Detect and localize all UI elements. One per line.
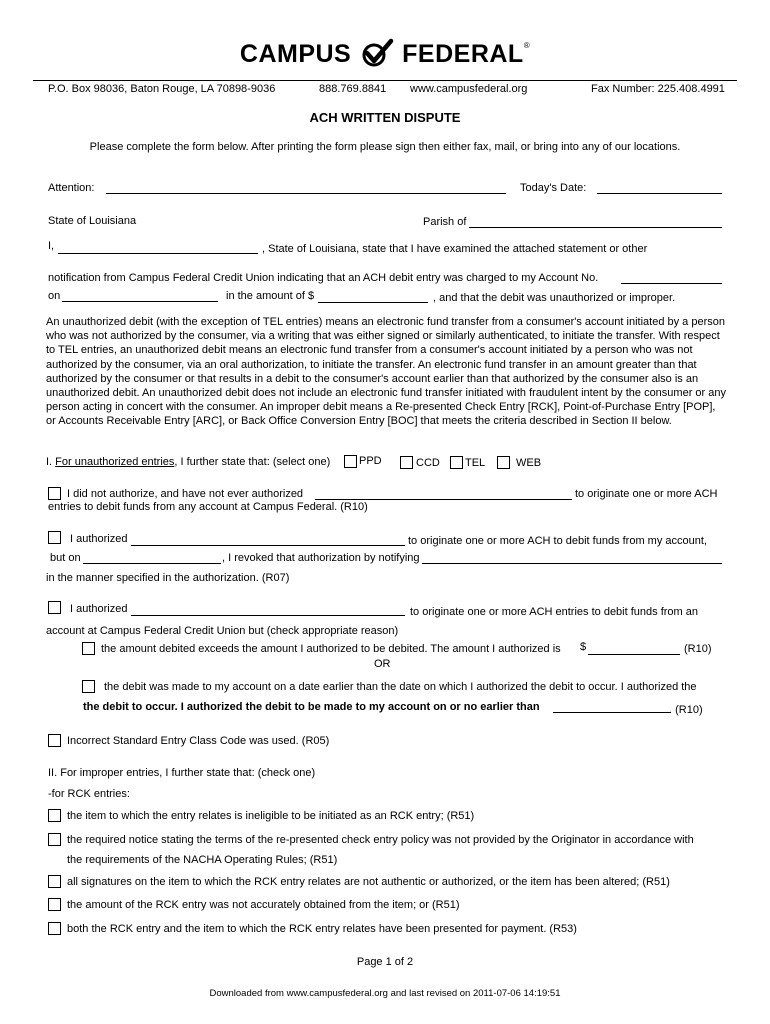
revoked-notified-field[interactable]: [422, 553, 722, 564]
section1-prefix: I.: [46, 456, 56, 468]
download-note: Downloaded from www.campusfederal.org and last revised on 2011-07-06 14:19:51: [209, 988, 561, 999]
authorized-text-b: to originate one or more ACH entries to debit funds from an: [410, 606, 698, 618]
address-text: P.O. Box 98036, Baton Rouge, LA 70898-9036: [48, 83, 276, 95]
fax-text: Fax Number: 225.408.4991: [591, 83, 725, 95]
section2-sub: -for RCK entries:: [48, 788, 130, 800]
revoked-text-d: , I revoked that authorization by notifying: [222, 552, 420, 564]
rck-item-1: the item to which the entry relates is ineligible to be initiated as an RCK entry; (R51): [67, 810, 475, 822]
rck-item-3: all signatures on the item to which the RCK entry relates are not authentic or authorized, or the item has been altered; (R51): [67, 876, 670, 888]
rck-item-4: the amount of the RCK entry was not accurately obtained from the item; or (R51): [67, 899, 460, 911]
checkmark-logo-icon: [359, 38, 395, 68]
not-authorize-text-a: I did not authorize, and have not ever authorized: [67, 488, 304, 500]
registered-mark: ®: [523, 41, 531, 50]
earlier-text-c: . (R10): [669, 704, 703, 716]
campus-federal-logo: [0, 38, 770, 69]
revoked-date-field[interactable]: [83, 553, 221, 564]
earlier-text-b: the debit to occur. I authorized the debit to be made to my account on or no earlier than: [83, 701, 540, 713]
tel-checkbox[interactable]: [450, 456, 463, 469]
todays-date-field[interactable]: [597, 183, 722, 194]
attention-field[interactable]: [106, 183, 506, 194]
earlier-date-field[interactable]: [553, 702, 670, 713]
on-date-field[interactable]: [62, 291, 218, 302]
i-prefix-label: I,: [48, 240, 55, 252]
exceeds-text-a: the amount debited exceeds the amount I authorized to be debited. The amount I authorized is: [101, 643, 561, 655]
amount-field[interactable]: [318, 292, 428, 303]
web-label: WEB: [516, 457, 542, 469]
revoked-text-c: but on: [50, 552, 81, 564]
logo-left-text: CAMPUS: [239, 40, 352, 68]
rck-ineligible-checkbox[interactable]: [48, 809, 61, 822]
ppd-checkbox[interactable]: [344, 455, 357, 468]
parish-label: Parish of: [423, 216, 467, 228]
rck-notice-checkbox[interactable]: [48, 833, 61, 846]
tel-label: TEL: [465, 457, 486, 469]
state-label: State of Louisiana: [48, 215, 137, 227]
exceeds-checkbox[interactable]: [82, 642, 95, 655]
earlier-checkbox[interactable]: [82, 680, 95, 693]
not-authorize-text-b: to originate one or more ACH: [575, 488, 718, 500]
instructions-text: Please complete the form below. After printing the form please sign then either fax, mail, or bring into any of our locations.: [89, 141, 681, 153]
rck-amount-checkbox[interactable]: [48, 898, 61, 911]
revoked-text-b: to originate one or more ACH to debit funds from my account,: [408, 535, 707, 547]
not-authorized-checkbox[interactable]: [48, 487, 61, 500]
section1-heading: [46, 456, 330, 468]
form-title: ACH WRITTEN DISPUTE: [309, 110, 461, 125]
on-label: on: [48, 290, 61, 302]
rck-item-5: both the RCK entry and the item to which the RCK entry relates have been presented for payment. (R53): [67, 923, 577, 935]
incorrect-sec-text: Incorrect Standard Entry Class Code was used. (R05): [67, 735, 330, 747]
amount-label: in the amount of $: [226, 290, 315, 302]
not-authorize-text-c: entries to debit funds from any account at Campus Federal. (R10): [48, 501, 368, 513]
revoked-text-e: in the manner specified in the authorization. (R07): [46, 572, 290, 584]
rck-both-presented-checkbox[interactable]: [48, 922, 61, 935]
exceeds-text-c: (R10): [684, 643, 712, 655]
rck-item-2-cont: the requirements of the NACHA Operating Rules; (R51): [67, 854, 338, 866]
section1-link: For unauthorized entries: [55, 456, 175, 468]
ccd-label: CCD: [416, 457, 440, 469]
or-text: OR: [374, 658, 391, 670]
page-number: Page 1 of 2: [356, 956, 414, 968]
website-text: www.campusfederal.org: [410, 83, 528, 95]
phone-text: 888.769.8841: [319, 83, 387, 95]
incorrect-sec-checkbox[interactable]: [48, 734, 61, 747]
parish-field[interactable]: [469, 217, 722, 228]
revoked-text-a: I authorized: [70, 533, 128, 545]
logo-right-text: FEDERAL: [402, 40, 524, 68]
rck-item-2: the required notice stating the terms of the re-presented check entry policy was not provided by the Originator in accordance with: [67, 834, 694, 846]
earlier-text-a: the debit was made to my account on a date earlier than the date on which I authorized the debit to occur. I authorized the: [104, 681, 697, 693]
attention-label: Attention:: [48, 182, 95, 194]
i-suffix-text: , State of Louisiana, state that I have examined the attached statement or other: [262, 243, 648, 255]
rck-signatures-checkbox[interactable]: [48, 875, 61, 888]
account-no-field[interactable]: [621, 273, 722, 284]
authorized-but-checkbox[interactable]: [48, 601, 61, 614]
authorized-originator-field[interactable]: [131, 605, 405, 616]
section2-heading: II. For improper entries, I further state that: (check one): [48, 767, 316, 779]
authorized-text-c: account at Campus Federal Credit Union but (check appropriate reason): [46, 625, 399, 637]
exceeds-dollar: $: [580, 641, 587, 653]
authorized-text-a: I authorized: [70, 603, 128, 615]
definition-paragraph: An unauthorized debit (with the exception of TEL entries) means an electronic fund transfer from a consumer's account initiated by a person who was not authorized by the consumer, via a writing that was either signed or similarly authenticated, to initiate the transfer. With respect to TEL entries, an unauthorized debit means an electronic fund transfer from a consumer's account initiated by a person who was not authorized by the consumer, via an oral authorization, to initiate the transfer. An electronic fund transfer in an amount greater than that authorized by the consumer or that results in a debit to the consumer's account earlier than that authorized by the consumer also is an unauthorized debit. An unauthorized debit does not include an electronic fund transfer initiated with fraudulent intent by the consumer or any person acting in concert with the consumer. An improper debit means a Re-presented Check Entry [RCK], Point-of-Purchase Entry [POP], or Accounts Receivable Entry [ARC], or Back Office Conversion Entry [BOC] that meets the criteria described in Section II below.: [46, 316, 726, 428]
exceeds-amount-field[interactable]: [588, 644, 680, 655]
ppd-label: PPD: [359, 455, 382, 467]
revoked-originator-field[interactable]: [131, 535, 405, 546]
notification-text: notification from Campus Federal Credit Union indicating that an ACH debit entry was charged to my Account No.: [48, 272, 599, 284]
ccd-checkbox[interactable]: [400, 456, 413, 469]
section1-rest: , I further state that: (select one): [174, 456, 331, 468]
todays-date-label: Today's Date:: [520, 182, 587, 194]
not-authorized-originator-field[interactable]: [315, 489, 572, 500]
web-checkbox[interactable]: [497, 456, 510, 469]
header-divider: [33, 80, 737, 81]
unauthorized-end-text: , and that the debit was unauthorized or improper.: [433, 292, 676, 304]
revoked-checkbox[interactable]: [48, 531, 61, 544]
name-field[interactable]: [58, 243, 258, 254]
